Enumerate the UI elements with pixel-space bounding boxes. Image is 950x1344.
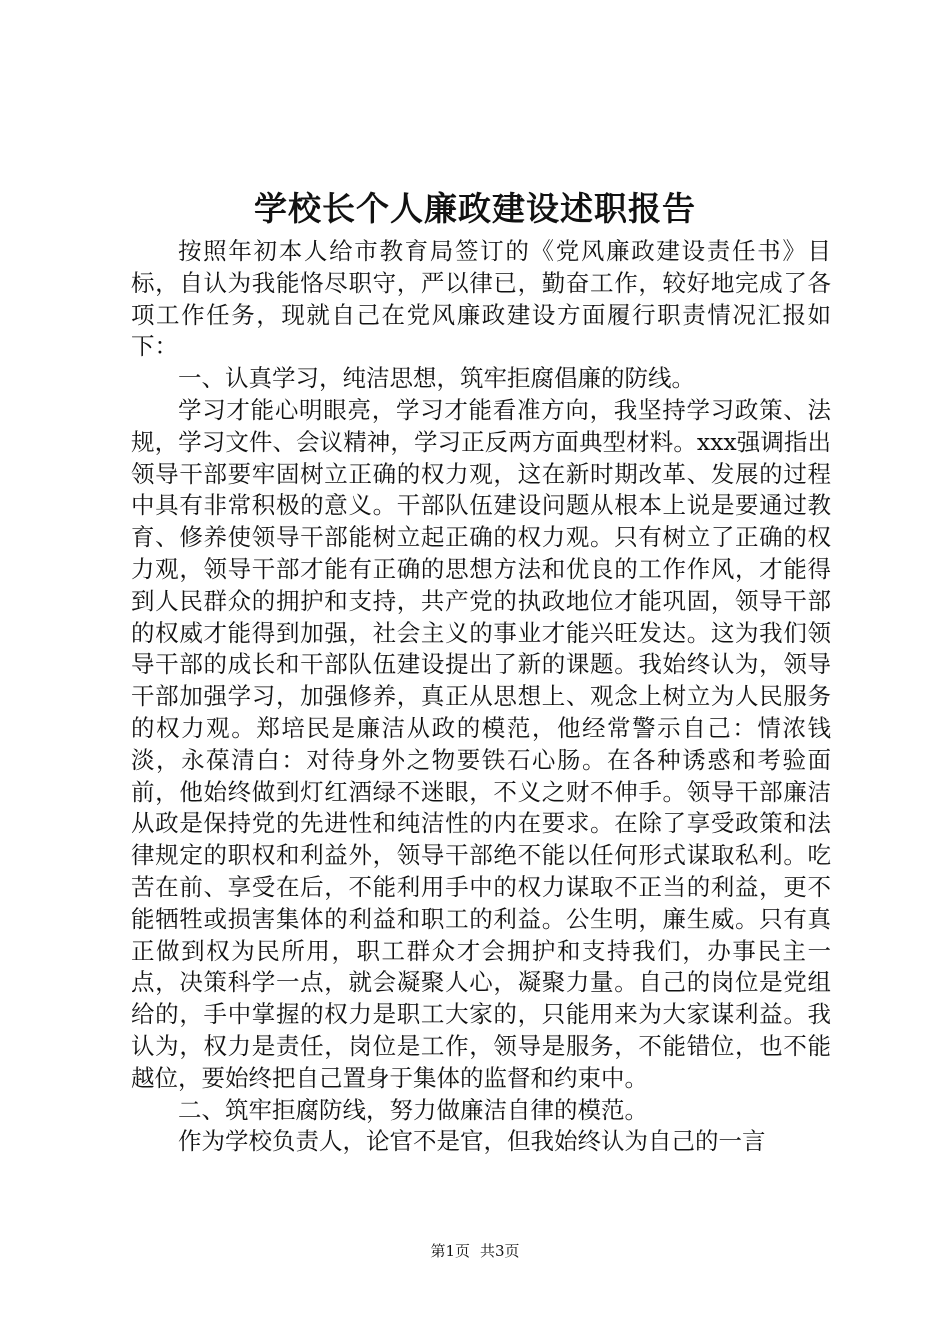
document-title: 学校长个人廉政建设述职报告 (254, 189, 696, 228)
section-heading-2: 二、筑牢拒腐防线，努力做廉洁自律的模范。 (178, 1095, 648, 1124)
document-body (131, 236, 831, 1158)
section-heading-1: 一、认真学习，纯洁思想，筑牢拒腐倡廉的防线。 (178, 364, 695, 393)
paragraph-intro: 按照年初本人给市教育局签订的《党风廉政建设责任书》目标，自认为我能恪尽职守，严以律已，勤奋工作，较好地完成了各项工作任务，现就自己在党风廉政建设方面履行职责情况汇报如下： (131, 237, 831, 361)
page-total: 共3页 (480, 1242, 520, 1260)
paragraph-study: 学习才能心明眼亮，学习才能看准方向，我坚持学习政策、法规，学习文件、会议精神，学习正反两方面典型材料。xxx强调指出领导干部要牢固树立正确的权力观，这在新时期改革、发展的过程中具有非常积极的意义。干部队伍建设问题从根本上说是要通过教育、修养使领导干部能树立起正确的权力观。只有树立了正确的权力观，领导干部才能有正确的思想方法和优良的工作作风，才能得到人民群众的拥护和支持，共产党的执政地位才能巩固，领导干部的权威才能得到加强，社会主义的事业才能兴旺发达。这为我们领导干部的成长和干部队伍建设提出了新的课题。我始终认为，领导干部加强学习，加强修养，真正从思想上、观念上树立为人民服务的权力观。郑培民是廉洁从政的模范，他经常警示自己：情浓钱淡，永葆清白：对待身外之物要铁石心肠。在各种诱惑和考验面前，他始终做到灯红酒绿不迷眼，不义之财不伸手。领导干部廉洁从政是保持党的先进性和纯洁性的内在要求。在除了享受政策和法律规定的职权和利益外，领导干部绝不能以任何形式谋取私利。吃苦在前、享受在后，不能利用手中的权力谋取不正当的利益，更不能牺牲或损害集体的利益和职工的利益。公生明，廉生威。只有真正做到权为民所用，职工群众才会拥护和支持我们，办事民主一点，决策科学一点，就会凝聚人心，凝聚力量。自己的岗位是党组给的，手中掌握的权力是职工大家的，只能用来为大家谋利益。我认为，权力是责任，岗位是工作，领导是服务，不能错位，也不能越位，要始终把自己置身于集体的监督和约束中。 (131, 395, 831, 1092)
paragraph-responsibility: 作为学校负责人，论官不是官，但我始终认为自己的一言 (178, 1127, 766, 1156)
page-number: 第1页 (430, 1242, 470, 1260)
page-footer (0, 1240, 950, 1262)
